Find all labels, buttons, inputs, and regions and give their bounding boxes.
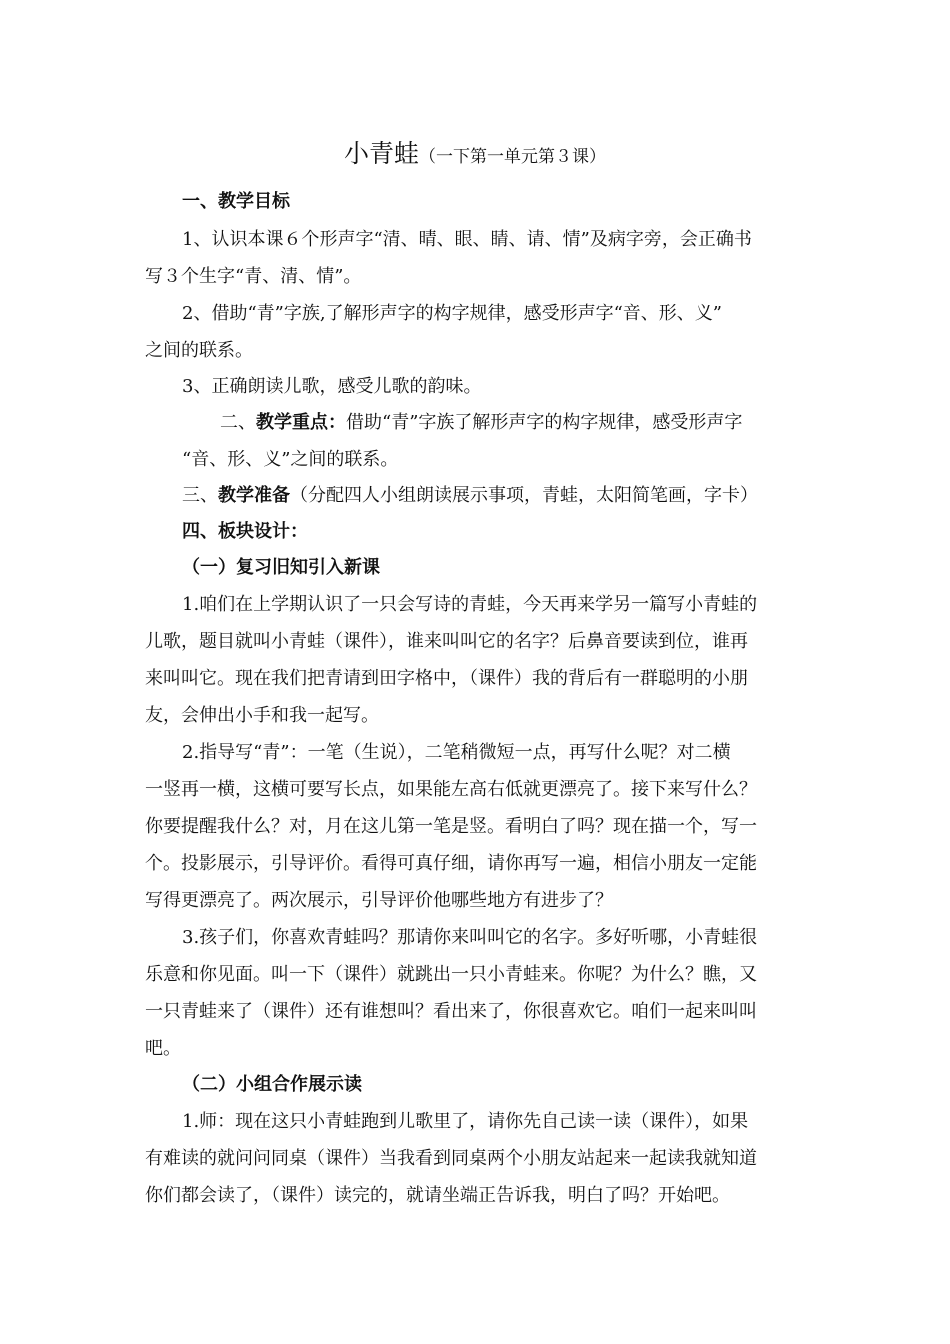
part1-para2-line3: 你要提醒我什么？对，月在这儿第一笔是竖。看明白了吗？现在描一个，写一	[145, 816, 757, 837]
part1-para3-line4: 吧。	[145, 1038, 181, 1059]
key-points-label: 教学重点：	[256, 412, 346, 433]
title-subtitle: （一下第一单元第３课）	[419, 147, 606, 167]
goal2-line1: 2、借助“青”字族,了解形声字的构字规律，感受形声字“音、形、义”	[182, 303, 722, 324]
part1-para2-line5: 写得更漂亮了。两次展示，引导评价他哪些地方有进步了？	[145, 890, 613, 911]
goal1-line2: 写３个生字“青、清、情”。	[145, 266, 362, 287]
part2-heading: （二）小组合作展示读	[182, 1074, 362, 1095]
key-points-text: 借助“青”字族了解形声字的构字规律，感受形声字	[346, 412, 743, 433]
preparation-text: （分配四人小组朗读展示事项，青蛙，太阳简笔画，字卡）	[290, 485, 758, 506]
part1-para2-line1: 2.指导写“青”：一笔（生说），二笔稍微短一点，再写什么呢？对二横	[182, 742, 731, 763]
part1-para3-line2: 乐意和你见面。叫一下（课件）就跳出一只小青蛙来。你呢？为什么？瞧，又	[145, 964, 757, 985]
goals-heading: 一、教学目标	[182, 191, 290, 212]
part1-para2-line4: 个。投影展示，引导评价。看得可真仔细，请你再写一遍，相信小朋友一定能	[145, 853, 757, 874]
part2-para1-line3: 你们都会读了，（课件）读完的，就请坐端正告诉我，明白了吗？开始吧。	[145, 1185, 730, 1206]
part1-para1-line1: 1.咱们在上学期认识了一只会写诗的青蛙，今天再来学另一篇写小青蛙的	[182, 594, 758, 615]
part1-para3-line3: 一只青蛙来了（课件）还有谁想叫？看出来了，你很喜欢它。咱们一起来叫叫	[145, 1001, 757, 1022]
part1-para3-line1: 3.孩子们，你喜欢青蛙吗？那请你来叫叫它的名字。多好听哪，小青蛙很	[182, 927, 758, 948]
key-points-line1	[220, 411, 742, 435]
part1-para1-line2: 儿歌，题目就叫小青蛙（课件），谁来叫叫它的名字？后鼻音要读到位，谁再	[145, 631, 748, 652]
design-heading: 四、板块设计：	[182, 521, 308, 542]
document-title	[0, 134, 950, 170]
part1-para1-line3: 来叫叫它。现在我们把青请到田字格中，（课件）我的背后有一群聪明的小朋	[145, 668, 748, 689]
preparation-label: 教学准备	[218, 485, 290, 506]
preparation-line	[182, 484, 758, 508]
part1-para1-line4: 友，会伸出小手和我一起写。	[145, 705, 379, 726]
key-points-line2: “音、形、义”之间的联系。	[182, 449, 399, 470]
part2-para1-line2: 有难读的就问问同桌（课件）当我看到同桌两个小朋友站起来一起读我就知道	[145, 1148, 757, 1169]
part1-para2-line2: 一竖再一横，这横可要写长点，如果能左高右低就更漂亮了。接下来写什么？	[145, 779, 757, 800]
goal3: 3、正确朗读儿歌，感受儿歌的韵味。	[182, 376, 482, 397]
part1-heading: （一）复习旧知引入新课	[182, 557, 380, 578]
title-main: 小青蛙	[343, 139, 419, 168]
part2-para1-line1: 1.师：现在这只小青蛙跑到儿歌里了，请你先自己读一读（课件），如果	[182, 1111, 749, 1132]
key-points-prefix: 二、	[220, 412, 256, 433]
goal1-line1: 1、认识本课６个形声字“清、晴、眼、睛、请、情”及病字旁，会正确书	[182, 229, 752, 250]
preparation-prefix: 三、	[182, 485, 218, 506]
goal2-line2: 之间的联系。	[145, 340, 253, 361]
